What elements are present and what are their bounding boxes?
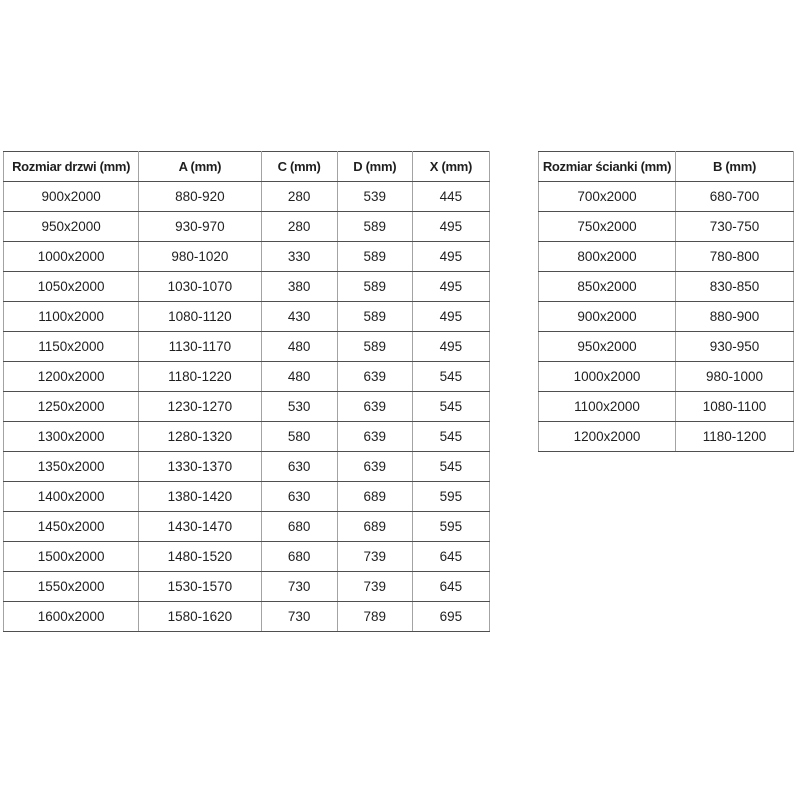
table-cell: 980-1000 [676,362,794,392]
wall-size-table [538,151,794,452]
table-cell: 1130-1170 [139,332,261,362]
table-cell: 1430-1470 [139,512,261,542]
table-cell: 1480-1520 [139,542,261,572]
table-cell: 1180-1220 [139,362,261,392]
table-cell: 1330-1370 [139,452,261,482]
table-cell: 630 [261,482,337,512]
header-cell: A (mm) [139,152,261,182]
table-row [4,302,490,332]
table-cell: 900x2000 [4,182,139,212]
table-cell: 689 [337,482,412,512]
table-cell: 1450x2000 [4,512,139,542]
table-cell: 1000x2000 [4,242,139,272]
table-cell: 539 [337,182,412,212]
table-cell: 1300x2000 [4,422,139,452]
table-cell: 545 [412,392,489,422]
table-cell: 800x2000 [539,242,676,272]
table-cell: 330 [261,242,337,272]
table-cell: 1180-1200 [676,422,794,452]
header-cell: B (mm) [676,152,794,182]
table-cell: 645 [412,542,489,572]
table-cell: 595 [412,512,489,542]
table-row [4,572,490,602]
table-cell: 1400x2000 [4,482,139,512]
wall-size-table-header-row [539,152,794,182]
table-cell: 780-800 [676,242,794,272]
table-cell: 739 [337,542,412,572]
table-cell: 950x2000 [4,212,139,242]
table-row [4,422,490,452]
table-cell: 830-850 [676,272,794,302]
table-cell: 545 [412,422,489,452]
table-cell: 495 [412,332,489,362]
table-cell: 900x2000 [539,302,676,332]
table-cell: 1100x2000 [539,392,676,422]
table-cell: 1100x2000 [4,302,139,332]
table-cell: 1550x2000 [4,572,139,602]
header-cell: C (mm) [261,152,337,182]
table-cell: 495 [412,212,489,242]
table-row [539,212,794,242]
table-cell: 545 [412,362,489,392]
table-row [4,362,490,392]
table-row [4,212,490,242]
table-cell: 280 [261,212,337,242]
table-cell: 1050x2000 [4,272,139,302]
door-size-table-header-row [4,152,490,182]
table-cell: 1280-1320 [139,422,261,452]
table-cell: 645 [412,572,489,602]
table-cell: 589 [337,272,412,302]
table-cell: 695 [412,602,489,632]
table-cell: 495 [412,302,489,332]
table-row [539,392,794,422]
table-cell: 700x2000 [539,182,676,212]
table-cell: 1380-1420 [139,482,261,512]
door-size-table [3,151,490,632]
table-cell: 639 [337,362,412,392]
table-cell: 950x2000 [539,332,676,362]
table-cell: 789 [337,602,412,632]
table-cell: 850x2000 [539,272,676,302]
table-row [539,422,794,452]
table-row [4,392,490,422]
table-cell: 639 [337,392,412,422]
table-row [4,182,490,212]
table-row [539,302,794,332]
table-row [4,482,490,512]
table-row [4,452,490,482]
table-cell: 1000x2000 [539,362,676,392]
table-cell: 639 [337,422,412,452]
table-cell: 680 [261,542,337,572]
table-row [4,542,490,572]
table-row [4,602,490,632]
table-cell: 1530-1570 [139,572,261,602]
table-cell: 639 [337,452,412,482]
table-cell: 750x2000 [539,212,676,242]
table-cell: 730 [261,602,337,632]
table-cell: 980-1020 [139,242,261,272]
header-cell: Rozmiar drzwi (mm) [4,152,139,182]
table-cell: 739 [337,572,412,602]
table-cell: 430 [261,302,337,332]
table-cell: 530 [261,392,337,422]
table-cell: 880-900 [676,302,794,332]
table-cell: 480 [261,332,337,362]
table-cell: 545 [412,452,489,482]
table-cell: 730 [261,572,337,602]
table-cell: 595 [412,482,489,512]
table-cell: 1150x2000 [4,332,139,362]
table-cell: 445 [412,182,489,212]
table-cell: 1080-1120 [139,302,261,332]
table-cell: 1250x2000 [4,392,139,422]
table-cell: 1200x2000 [539,422,676,452]
table-cell: 1080-1100 [676,392,794,422]
table-cell: 689 [337,512,412,542]
table-cell: 495 [412,272,489,302]
table-cell: 1350x2000 [4,452,139,482]
table-row [539,272,794,302]
table-cell: 380 [261,272,337,302]
table-cell: 1200x2000 [4,362,139,392]
table-cell: 589 [337,332,412,362]
table-cell: 930-970 [139,212,261,242]
table-row [539,182,794,212]
table-cell: 1500x2000 [4,542,139,572]
table-row [4,242,490,272]
table-cell: 1600x2000 [4,602,139,632]
table-row [539,362,794,392]
table-cell: 680 [261,512,337,542]
table-cell: 589 [337,212,412,242]
table-cell: 589 [337,242,412,272]
table-cell: 680-700 [676,182,794,212]
table-cell: 280 [261,182,337,212]
header-cell: Rozmiar ścianki (mm) [539,152,676,182]
table-cell: 1030-1070 [139,272,261,302]
table-cell: 1230-1270 [139,392,261,422]
table-cell: 930-950 [676,332,794,362]
table-cell: 630 [261,452,337,482]
table-row [4,272,490,302]
table-cell: 730-750 [676,212,794,242]
header-cell: D (mm) [337,152,412,182]
table-row [4,512,490,542]
table-row [4,332,490,362]
table-cell: 495 [412,242,489,272]
table-cell: 480 [261,362,337,392]
table-cell: 1580-1620 [139,602,261,632]
table-cell: 589 [337,302,412,332]
table-cell: 880-920 [139,182,261,212]
table-row [539,242,794,272]
table-row [539,332,794,362]
table-cell: 580 [261,422,337,452]
header-cell: X (mm) [412,152,489,182]
